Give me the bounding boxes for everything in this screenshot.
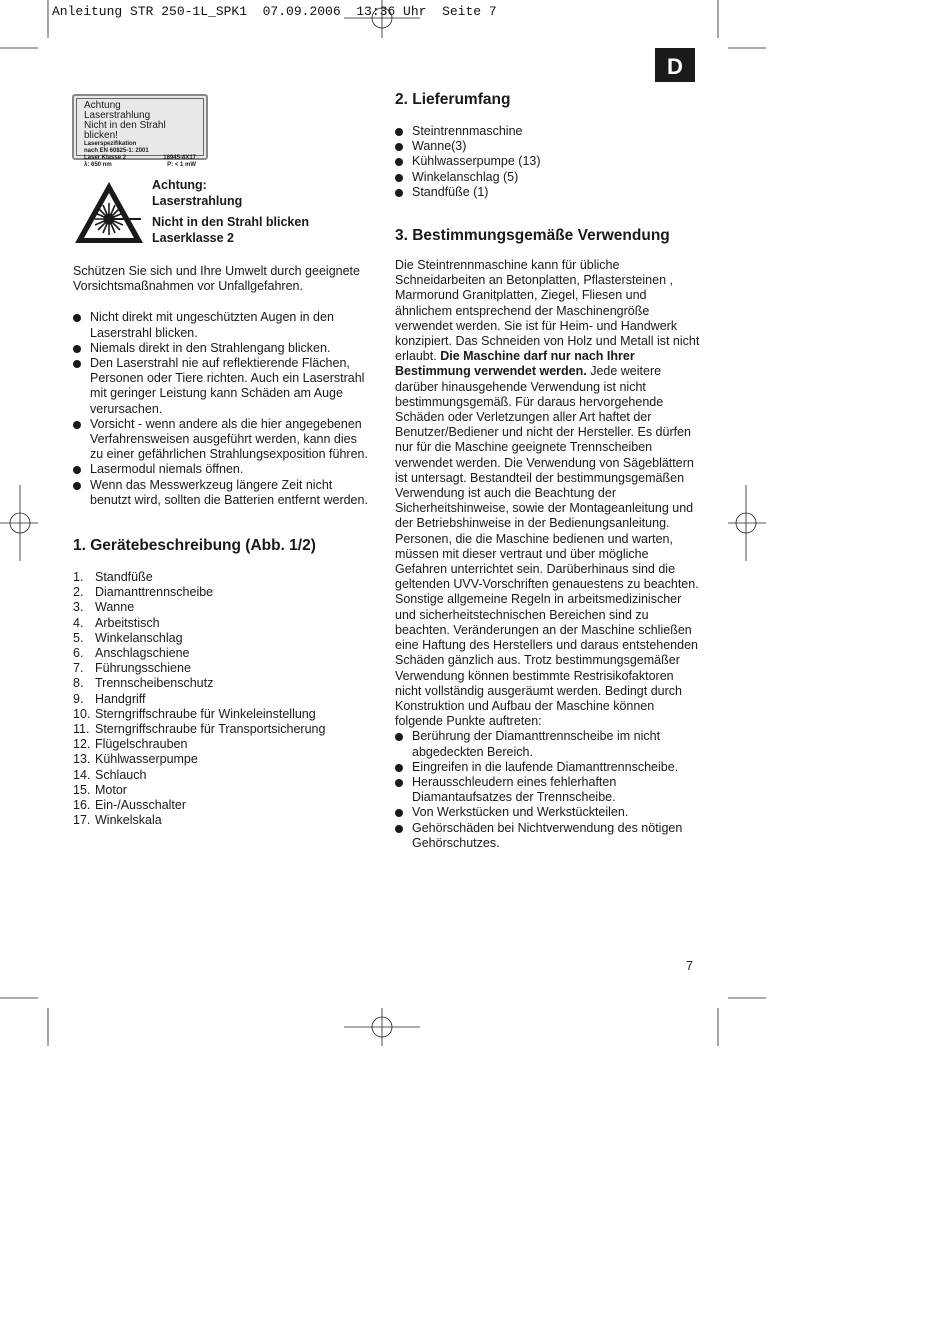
item-number: 17. [73,813,91,828]
list-item: Wenn das Messwerkzeug längere Zeit nicht benutzt wird, sollten die Batterien entfernt werden. [73,478,373,508]
safety-intro: Schützen Sie sich und Ihre Umwelt durch geeignete Vorsichtsmaßnahmen vor Unfallgefahren. [73,264,360,294]
item-label: Anschlagschiene [95,646,190,661]
list-item [73,813,373,828]
sticker-line: Laser Klasse 2 [84,155,127,161]
warning-line: Nicht in den Strahl blicken [152,215,309,229]
item-label: Wanne [95,600,135,615]
item-number: 5. [73,630,84,645]
sticker-row [84,155,196,162]
item-number: 10. [73,706,91,721]
item-number: 6. [73,646,84,661]
item-number: 4. [73,615,84,630]
item-number: 14. [73,767,91,782]
list-item: Niemals direkt in den Strahlengang blicken. [73,341,373,356]
print-header: Anleitung STR 250-1L_SPK1 07.09.2006 13:36 Uhr Seite 7 [52,4,497,19]
list-item [73,752,373,767]
list-item [73,585,373,600]
warning-line: Laserstrahlung [152,193,243,208]
item-label: Trennscheibenschutz [95,676,214,691]
page-number: 7 [686,959,693,973]
item-label: Handgriff [95,691,146,706]
item-label: Diamanttrennscheibe [95,585,214,600]
item-label: Führungsschiene [95,661,191,676]
item-number: 3. [73,600,84,615]
item-number: 15. [73,782,91,797]
section-2-heading: 2. Lieferumfang [395,91,511,108]
list-item: Wanne(3) [395,139,700,154]
left-column [73,264,373,829]
sticker-line: λ: 650 nm [84,162,112,168]
list-item [73,661,373,676]
laser-warning-icon [73,180,145,246]
item-number: 11. [73,722,90,737]
list-item [73,646,373,661]
delivery-list [395,124,700,200]
sticker-line: 18945-8X17 [163,155,196,161]
usage-text: Die Steintrennmaschine kann für übliche Schneidarbeiten an Betonplatten, Pflastersteinen , Marmorund Granitplatten, Ziegel, Fliesen und ähnlichem entsprechend der Maschinengröße verwendet werden. Sie ist für Heim- und Handwerk konzipiert. Das Schneiden von Holz und Metall ist nicht erlaubt. [395,258,700,364]
registration-mark-right [728,485,766,561]
list-item: Winkelanschlag (5) [395,170,700,185]
safety-bullets [73,310,373,508]
list-item: Von Werkstücken und Werkstückteilen. [395,805,700,820]
warning-line: Achtung: [152,178,207,192]
sticker-line: Laserspezifikation [84,141,137,147]
list-item: Steintrennmaschine [395,124,700,139]
sticker-row [84,162,196,169]
usage-bold-text: Die Maschine darf nur nach Ihrer Bestimmung verwendet werden. [395,349,635,379]
list-item: Standfüße (1) [395,185,700,200]
list-item [73,768,373,783]
language-badge: D [655,48,695,82]
list-item [73,722,373,737]
list-item [73,616,373,631]
list-item [73,676,373,691]
list-item [73,707,373,722]
usage-paragraph [395,258,700,729]
right-column [395,90,700,851]
list-item: Kühlwasserpumpe (13) [395,154,700,169]
registration-mark-bottom [344,1008,420,1046]
list-item [73,692,373,707]
list-item: Den Laserstrahl nie auf reflektierende Flächen, Personen oder Tiere richten. Auch ein Laserstrahl mit geringer Leistung kann Schäden am Auge verursachen. [73,356,373,417]
item-label: Ein-/Ausschalter [95,798,187,813]
sticker-line: nach EN 60825-1: 2001 [84,148,149,154]
usage-text: Jede weitere darüber hinausgehende Verwendung ist nicht bestimmungsgemäß. Für daraus hervorgehende Schäden oder Verletzungen aller Art haftet der Benutzer/Bediener und nicht der Hersteller. Es dürfen nur für die Maschine geeignete Trennscheiben verwendet werden. Die Verwendung von Sägeblättern ist untersagt. Bestandteil der bestimmungsgemäßen Verwendung ist auch die Beachtung der Sicherheitshinweise, sowie der Montageanleitung und der Betriebshinweise in der Bedienungsanleitung. Personen, die die Maschine bedienen und warten, müssen mit dieser vertraut und über mögliche Gefahren unterrichtet sein. Darüberhinaus sind die geltenden UVV-Vorschriften genauestens zu beachten. Sonstige allgemeine Regeln in arbeitsmedizinischer und sicherheitstechnischen Bereichen sind zu beachten. Veränderungen an der Maschine schließen eine Haftung des Herstellers und daraus entstehenden Schäden gänzlich aus. Trotz bestimmungsgemäßer Verwendung können bestimmte Restrisikofaktoren nicht vollständig ausgeräumt werden. Bedingt durch Konstruktion und Aufbau der Maschine können folgende Punkte auftreten: [395,364,699,729]
section-3-heading: 3. Bestimmungsgemäße Verwendung [395,227,670,245]
item-label: Winkelanschlag [95,630,183,645]
item-number: 9. [73,691,84,706]
item-label: Standfüße [95,570,153,585]
item-number: 2. [73,585,84,600]
item-label: Motor [95,782,127,797]
section-1-heading: 1. Gerätebeschreibung (Abb. 1/2) [73,537,316,555]
list-item: Lasermodul niemals öffnen. [73,462,373,477]
list-item [73,631,373,646]
list-item [73,798,373,813]
list-item: Herausschleudern eines fehlerhaften Diamantaufsatzes der Trennscheibe. [395,775,700,805]
item-number: 13. [73,752,91,767]
item-label: Sterngriffschraube für Transportsicherung [95,722,326,737]
sticker-line: P: < 1 mW [167,162,196,168]
item-label: Flügelschrauben [95,737,188,752]
item-label: Winkelskala [95,813,162,828]
risk-list [395,729,700,851]
item-label: Sterngriffschraube für Winkeleinstellung [95,706,316,721]
item-label: Kühlwasserpumpe [95,752,198,767]
list-item [73,600,373,615]
item-number: 7. [73,661,84,676]
list-item [73,737,373,752]
sticker-line: Nicht in den Strahl blicken! [84,120,166,141]
sticker-line: Achtung [84,100,121,111]
laser-warning-text [152,178,309,246]
item-number: 1. [73,570,84,585]
item-number: 8. [73,676,84,691]
list-item: Vorsicht - wenn andere als die hier angegebenen Verfahrensweisen ausgeführt werden, kann dies zu einer gefährlichen Strahlungsexposition führen. [73,417,373,463]
list-item [73,570,373,585]
warning-line: Laserklasse 2 [152,230,235,245]
item-number: 12. [73,737,91,752]
registration-mark-top [344,0,420,38]
list-item: Gehörschäden bei Nichtverwendung des nötigen Gehörschutzes. [395,821,700,851]
item-label: Arbeitstisch [95,615,160,630]
list-item: Nicht direkt mit ungeschützten Augen in den Laserstrahl blicken. [73,310,373,340]
list-item: Berührung der Diamanttrennscheibe im nicht abgedeckten Bereich. [395,729,700,759]
item-number: 16. [73,798,91,813]
sticker-line: Laserstrahlung [84,110,151,121]
list-item [73,783,373,798]
list-item: Eingreifen in die laufende Diamanttrennscheibe. [395,760,700,775]
parts-list [73,570,373,828]
registration-mark-left [0,485,38,561]
laser-warning-label [72,94,208,168]
item-label: Schlauch [95,767,147,782]
